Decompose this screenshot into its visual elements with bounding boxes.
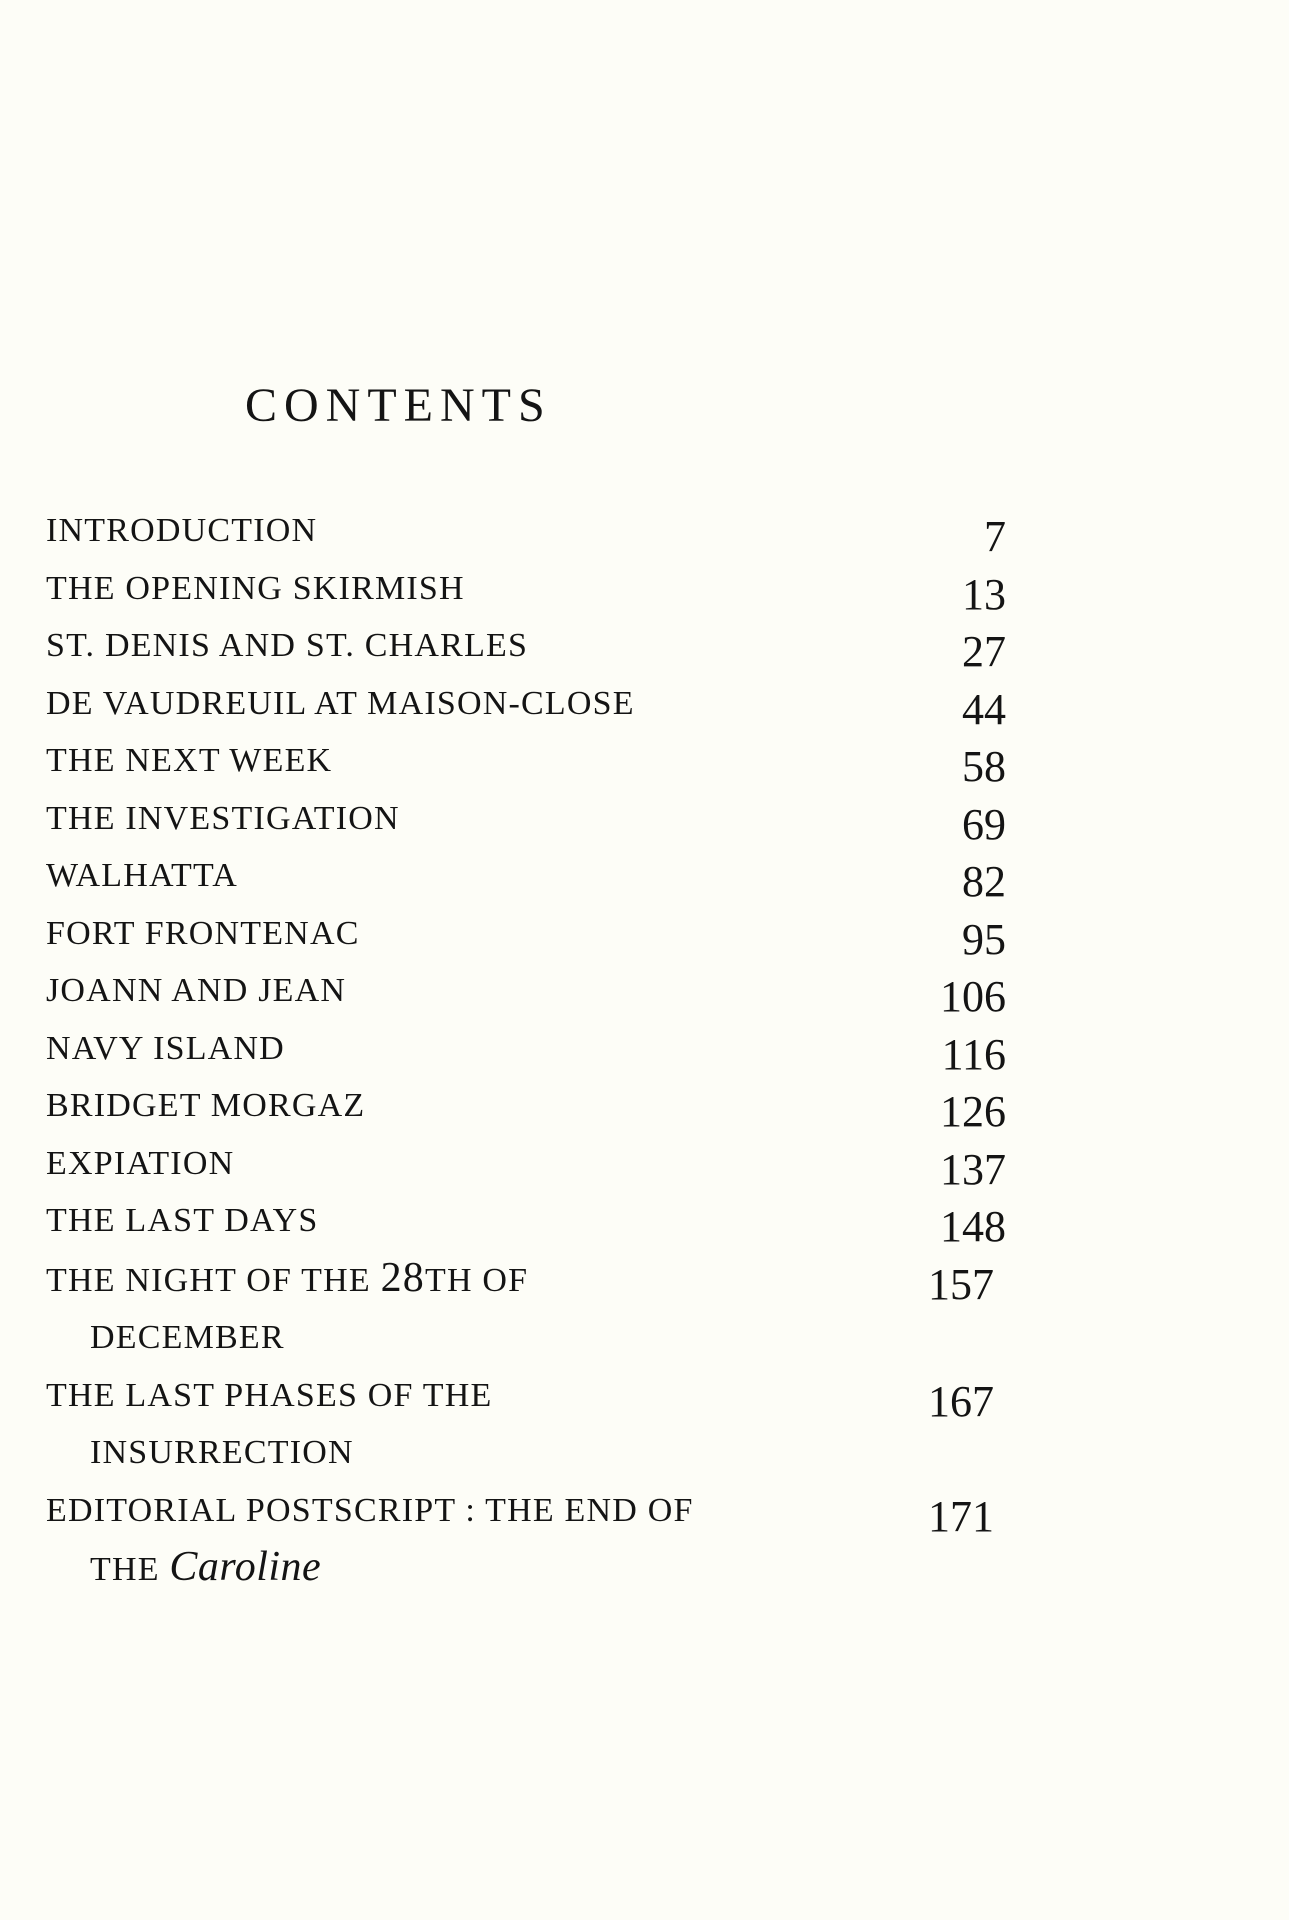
entry-title-line1: THE LAST PHASES OF THE <box>46 1376 493 1414</box>
entry-page-number: 116 <box>941 1029 1006 1079</box>
toc-entry-bridget-morgaz <box>46 1077 1006 1135</box>
entry-page-number: 148 <box>940 1202 1006 1251</box>
entry-title: INTRODUCTION <box>46 512 318 549</box>
entry-title: JOANN AND JEAN <box>46 972 347 1009</box>
toc-entry-navy-island <box>46 1020 1006 1078</box>
entry-title: NAVY ISLAND <box>46 1029 285 1067</box>
entry-title <box>46 1482 796 1599</box>
entry-page-number: 171 <box>928 1491 994 1541</box>
entry-title-line2: INSURRECTION <box>90 1434 354 1471</box>
entry-page-number: 13 <box>962 569 1006 619</box>
toc-entry-last-phases <box>46 1367 1006 1482</box>
entry-title-line2 <box>46 1539 796 1599</box>
entry-title: THE NEXT WEEK <box>46 742 333 779</box>
entry-title: FORT FRONTENAC <box>46 914 360 952</box>
entry-page-number: 167 <box>928 1376 994 1426</box>
entry-title-line2-a: THE <box>90 1551 170 1588</box>
entry-page-number: 126 <box>940 1087 1006 1136</box>
entry-title-line2-italic: Caroline <box>169 1544 322 1590</box>
entry-page-number: 44 <box>962 684 1006 734</box>
entry-title: THE LAST DAYS <box>46 1202 319 1239</box>
entry-page-number: 69 <box>962 799 1006 849</box>
toc-entry-night-of-28th <box>46 1250 1006 1367</box>
entry-title-line2: DECEMBER <box>90 1319 285 1356</box>
toc-entry-de-vaudreuil <box>46 675 1006 733</box>
entry-title-line1-a: THE NIGHT OF THE <box>46 1261 381 1299</box>
toc-entry-walhatta <box>46 847 1006 905</box>
entry-page-number: 137 <box>940 1144 1006 1194</box>
entry-title: WALHATTA <box>46 857 238 894</box>
toc-entry-joann-and-jean <box>46 962 1006 1020</box>
entry-page-number: 82 <box>962 857 1006 906</box>
entry-page-number: 106 <box>940 972 1006 1021</box>
entry-page-number: 95 <box>962 914 1006 964</box>
entry-page-number: 157 <box>928 1259 994 1309</box>
entry-title: EXPIATION <box>46 1144 235 1182</box>
toc-entry-introduction <box>46 502 1006 560</box>
entry-title-line1-number: 28 <box>380 1254 425 1301</box>
entry-page-number: 7 <box>984 512 1006 561</box>
toc-entry-expiation <box>46 1135 1006 1193</box>
entry-title: DE VAUDREUIL AT MAISON-CLOSE <box>46 684 635 722</box>
toc-entry-investigation <box>46 790 1006 848</box>
toc-entry-st-denis <box>46 617 1006 675</box>
table-of-contents <box>46 502 1006 1599</box>
entry-title-line1-c: TH OF <box>424 1261 529 1299</box>
entry-title <box>46 1250 796 1367</box>
toc-entry-editorial-postscript <box>46 1482 1006 1599</box>
entry-title: BRIDGET MORGAZ <box>46 1087 366 1124</box>
toc-entry-opening-skirmish <box>46 560 1006 618</box>
entry-title-line1: EDITORIAL POSTSCRIPT : THE END OF <box>46 1491 694 1529</box>
page-title: CONTENTS <box>245 379 552 432</box>
toc-entry-fort-frontenac <box>46 905 1006 963</box>
entry-page-number: 58 <box>962 742 1006 791</box>
entry-title <box>46 1367 796 1482</box>
toc-entry-next-week <box>46 732 1006 790</box>
entry-title: THE OPENING SKIRMISH <box>46 569 465 607</box>
toc-entry-last-days <box>46 1192 1006 1250</box>
entry-title: THE INVESTIGATION <box>46 799 400 837</box>
entry-title: ST. DENIS AND ST. CHARLES <box>46 627 529 664</box>
entry-page-number: 27 <box>962 627 1006 676</box>
